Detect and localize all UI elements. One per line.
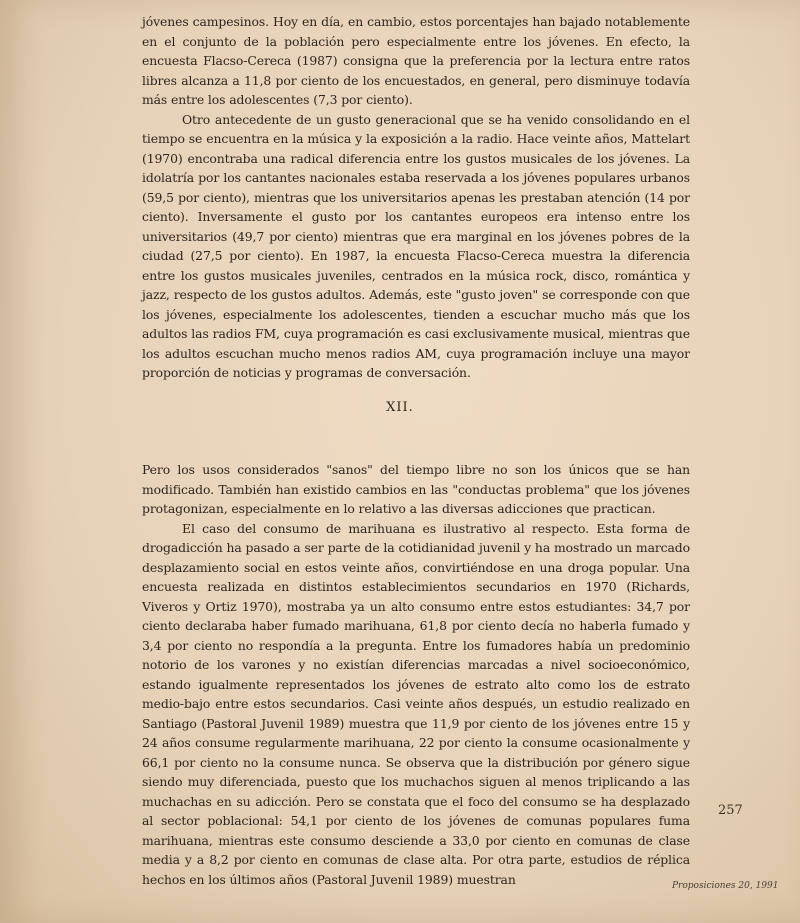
paragraph: El caso del consumo de marihuana es ilustrativo al respecto. Esta forma de drogadicción ha pasado a ser parte de la cotidianidad juvenil y ha mostrado un marcado desplazamiento social en estos veinte años, convirtiéndose en una droga popular. Una encuesta realizada en distintos establecimientos secundarios en 1970 (Richards, Viveros y Ortiz 1970), mostraba ya un alto consumo entre estos estudiantes: 34,7 por ciento declaraba haber fumado marihuana, 61,8 por ciento decía no haberla fumado y 3,4 por ciento no respondía a la pregunta. Entre los fumadores había un predominio notorio de los varones y no existían diferencias marcadas a nivel socioeconómico, estando igualmente representados los jóvenes de estrato alto como los de estrato medio-bajo entre estos secundarios. Casi veinte años después, un estudio realizado en Santiago (Pastoral Juvenil 1989) muestra que 11,9 por ciento de los jóvenes entre 15 y 24 años consume regularmente marihuana, 22 por ciento la consume ocasionalmente y 66,1 por ciento no la consume nunca. Se observa que la distribución por género sigue siendo muy diferenciada, puesto que los muchachos siguen al menos triplicando a las muchachas en su adicción. Pero se constata que el foco del consumo se ha desplazado al sector poblacional: 54,1 por ciento de los jóvenes de comunas populares fuma marihuana, mientras este consumo desciende a 33,0 por ciento en comunas de clase media y a 8,2 por ciento en comunas de clase alta. Por otra parte, estudios de réplica hechos en los últimos años (Pastoral Juvenil 1989) muestran (142, 520, 690, 887)
page-number: 257 (718, 803, 743, 818)
section-heading: XII. (386, 400, 414, 415)
text-block-bottom (142, 460, 690, 889)
text-block-top (142, 12, 690, 383)
paragraph: jóvenes campesinos. Hoy en día, en cambio, estos porcentajes han bajado notablemente en el conjunto de la población pero especialmente entre los jóvenes. En efecto, la encuesta Flacso-Cereca (1987) consigna que la preferencia por la lectura entre ratos libres alcanza a 11,8 por ciento de los encuestados, en general, pero disminuye todavía más entre los adolescentes (7,3 por ciento). (142, 14, 690, 107)
paragraph: Otro antecedente de un gusto generacional que se ha venido consolidando en el tiempo se encuentra en la música y la exposición a la radio. Hace veinte años, Mattelart (1970) encontraba una radical diferencia entre los gustos musicales de los jóvenes. La idolatría por los cantantes nacionales estaba reservada a los jóvenes populares urbanos (59,5 por ciento), mientras que los universitarios apenas les prestaban atención (14 por ciento). Inversamente el gusto por los cantantes europeos era intenso entre los universitarios (49,7 por ciento) mientras que era marginal en los jóvenes pobres de la ciudad (27,5 por ciento). En 1987, la encuesta Flacso-Cereca muestra la diferencia entre los gustos musicales juveniles, centrados en la música rock, disco, romántica y jazz, respecto de los gustos adultos. Además, este "gusto joven" se corresponde con que los jóvenes, especialmente los adolescentes, tienden a escuchar mucho más que los adultos las radios FM, cuya programación es casi exclusivamente musical, mientras que los adultos escuchan mucho menos radios AM, cuya programación incluye una mayor proporción de noticias y programas de conversación. (142, 111, 690, 380)
footer-note: Proposiciones 20, 1991 (672, 881, 779, 891)
paragraph: Pero los usos considerados "sanos" del tiempo libre no son los únicos que se han modificado. También han existido cambios en las "conductas problema" que los jóvenes protagonizan, especialmente en lo relativo a las diversas adicciones que practican. (142, 462, 690, 516)
